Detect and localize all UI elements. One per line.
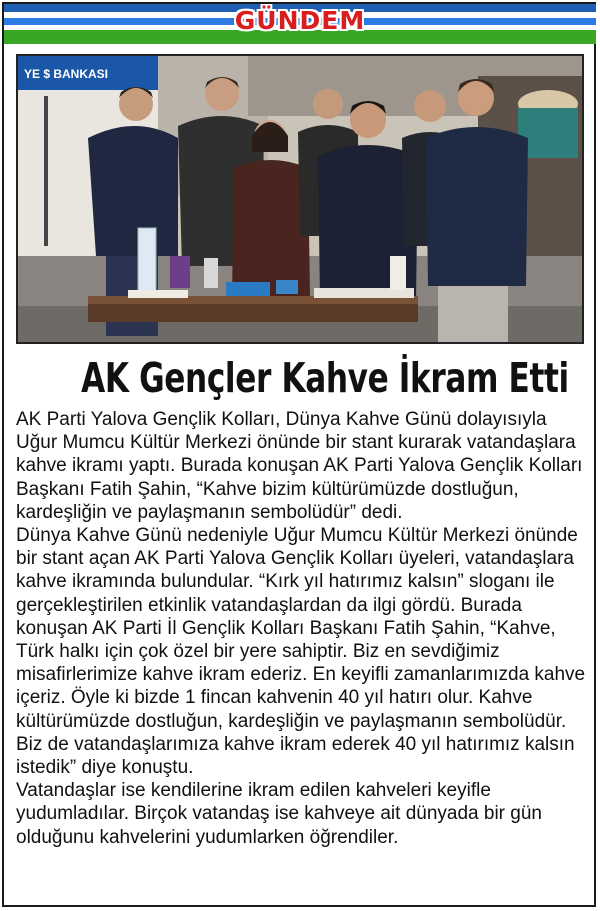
photo-illustration bbox=[18, 56, 582, 342]
article-paragraph: AK Parti Yalova Gençlik Kolları, Dünya Kahve Günü dolayısıyla Uğur Mumcu Kültür Merkezi önünde bir stant kurarak vatandaşlara kahve ikramı yaptı. Burada konuşan AK Parti Yalova Gençlik Kolları Başkanı Fatih Şahin, “Kahve bizim kültürümüzde dostluğun, kardeşliğin ve paylaşmanın sembolüdür” dedi. bbox=[16, 409, 583, 523]
section-title: GÜNDEM bbox=[234, 6, 366, 35]
section-header bbox=[4, 4, 596, 44]
article-headline: AK Gençler Kahve İkram Etti bbox=[81, 354, 569, 402]
article-body bbox=[16, 408, 588, 849]
article-paragraph: Dünya Kahve Günü nedeniyle Uğur Mumcu Kültür Merkezi önünde bir stant açan AK Parti Yalova Gençlik Kolları üyeleri, vatandaşlara kahve ikramında bulundular. “Kırk yıl hatırımız kalsın” sloganı ile gerçekleştirilen etkinlik vatandaşlardan da ilgi gördü. Burada konuşan AK Parti İl Gençlik Kolları Başkanı Fatih Şahin, “Kahve, Türk halkı için çok özel bir yere sahiptir. Biz en sevdiğimiz misafirlerimize kahve ikram ederiz. En keyifli zamanlarımızda kahve içeriz. Öyle ki bizde 1 fincan kahvenin 40 yıl hatırı olur. Kahve kültürümüzde dostluğun, kardeşliğin ve paylaşmanın sembolüdür. Biz de vatandaşlarımıza kahve ikram ederek 40 yıl hatırımız kalsın istedik” diye konuştu. bbox=[16, 525, 586, 779]
article-photo bbox=[16, 54, 584, 344]
bank-sign: YE $ BANKASI bbox=[24, 67, 109, 81]
article-paragraph: Vatandaşlar ise kendilerine ikram edilen kahveleri keyifle yudumladılar. Birçok vatandaş ise kahveye ait dünyada bir gün olduğunu kahvelerini yudumlarken öğrendiler. bbox=[16, 780, 542, 848]
